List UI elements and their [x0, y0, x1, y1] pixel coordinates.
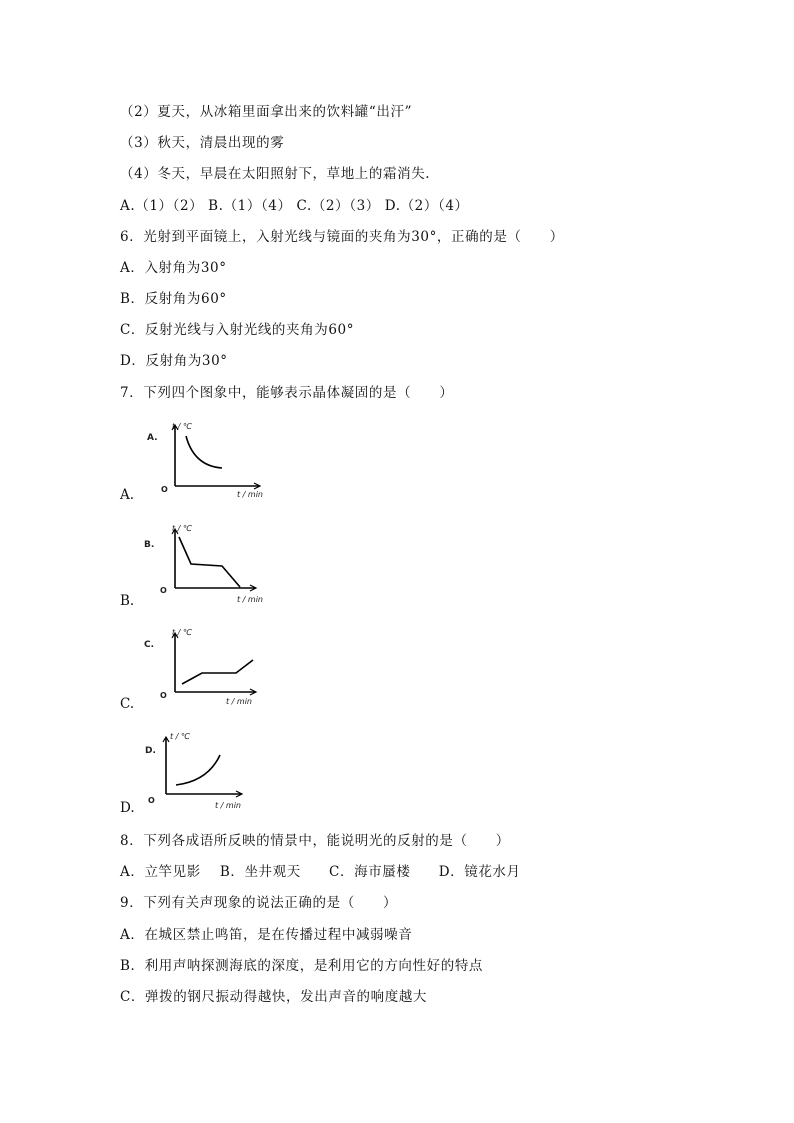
graph-a-letter: A.	[147, 433, 158, 443]
q9-option-a: A．在城区禁止鸣笛，是在传播过程中减弱噪音	[120, 927, 413, 943]
q6-option-a: A．入射角为30°	[120, 260, 227, 276]
q5-item-4: （4）冬天，早晨在太阳照射下，草地上的霜消失.	[120, 166, 431, 182]
q7-graph-b	[142, 520, 272, 606]
q7-graph-c	[142, 624, 272, 708]
graph-a-origin: O	[161, 485, 168, 494]
graph-d-letter: D.	[145, 746, 156, 756]
q5-item-3: （3）秋天，清晨出现的雾	[120, 135, 285, 151]
q6-option-b: B．反射角为60°	[120, 291, 227, 307]
q9-option-b: B．利用声呐探测海底的深度，是利用它的方向性好的特点	[120, 958, 484, 974]
q5-item-2: （2）夏天，从冰箱里面拿出来的饮料罐“出汗”	[120, 104, 413, 120]
q7-option-d-label: D.	[120, 800, 135, 816]
q7-option-a-label: A.	[120, 487, 135, 503]
q8-stem: 8．下列各成语所反映的情景中，能说明光的反射的是（ ）	[120, 833, 510, 849]
graph-c-y-label: t / ℃	[172, 628, 192, 637]
graph-d-origin: O	[148, 796, 155, 805]
q9-stem: 9．下列有关声现象的说法正确的是（ ）	[120, 895, 398, 911]
graph-a-y-label: t / ℃	[172, 422, 192, 431]
graph-d-x-label: t / min	[215, 801, 242, 810]
graph-b-y-label: t / ℃	[172, 524, 192, 533]
q8-options: A．立竿见影 B．坐井观天 C．海市蜃楼 D．镜花水月	[120, 864, 521, 880]
graph-c-origin: O	[160, 691, 167, 700]
q6-stem: 6．光射到平面镜上，入射光线与镜面的夹角为30°，正确的是（ ）	[120, 229, 564, 245]
graph-c-letter: C.	[144, 640, 155, 650]
graph-b-letter: B.	[144, 540, 155, 550]
graph-c-curve	[182, 660, 253, 684]
graph-d-curve	[176, 755, 220, 785]
graph-a-curve	[186, 436, 222, 468]
q7-option-b-label: B.	[120, 593, 135, 609]
q7-graph-d	[142, 728, 272, 812]
graph-b-curve	[179, 537, 240, 587]
q5-options: A.（1）（2） B.（1）（4） C.（2）（3） D.（2）（4）	[120, 198, 469, 214]
graph-b-origin: O	[160, 586, 167, 595]
q7-graph-a	[142, 418, 272, 500]
q6-option-d: D．反射角为30°	[120, 353, 228, 369]
graph-b-x-label: t / min	[237, 595, 264, 604]
graph-d-y-label: t / ℃	[170, 732, 190, 741]
graph-a-x-label: t / min	[237, 490, 264, 499]
graph-c-x-label: t / min	[226, 697, 253, 706]
q6-option-c: C．反射光线与入射光线的夹角为60°	[120, 322, 355, 338]
q7-option-c-label: C.	[120, 696, 135, 712]
q7-stem: 7．下列四个图象中，能够表示晶体凝固的是（ ）	[120, 385, 454, 401]
q9-option-c: C．弹拨的钢尺振动得越快，发出声音的响度越大	[120, 989, 428, 1005]
